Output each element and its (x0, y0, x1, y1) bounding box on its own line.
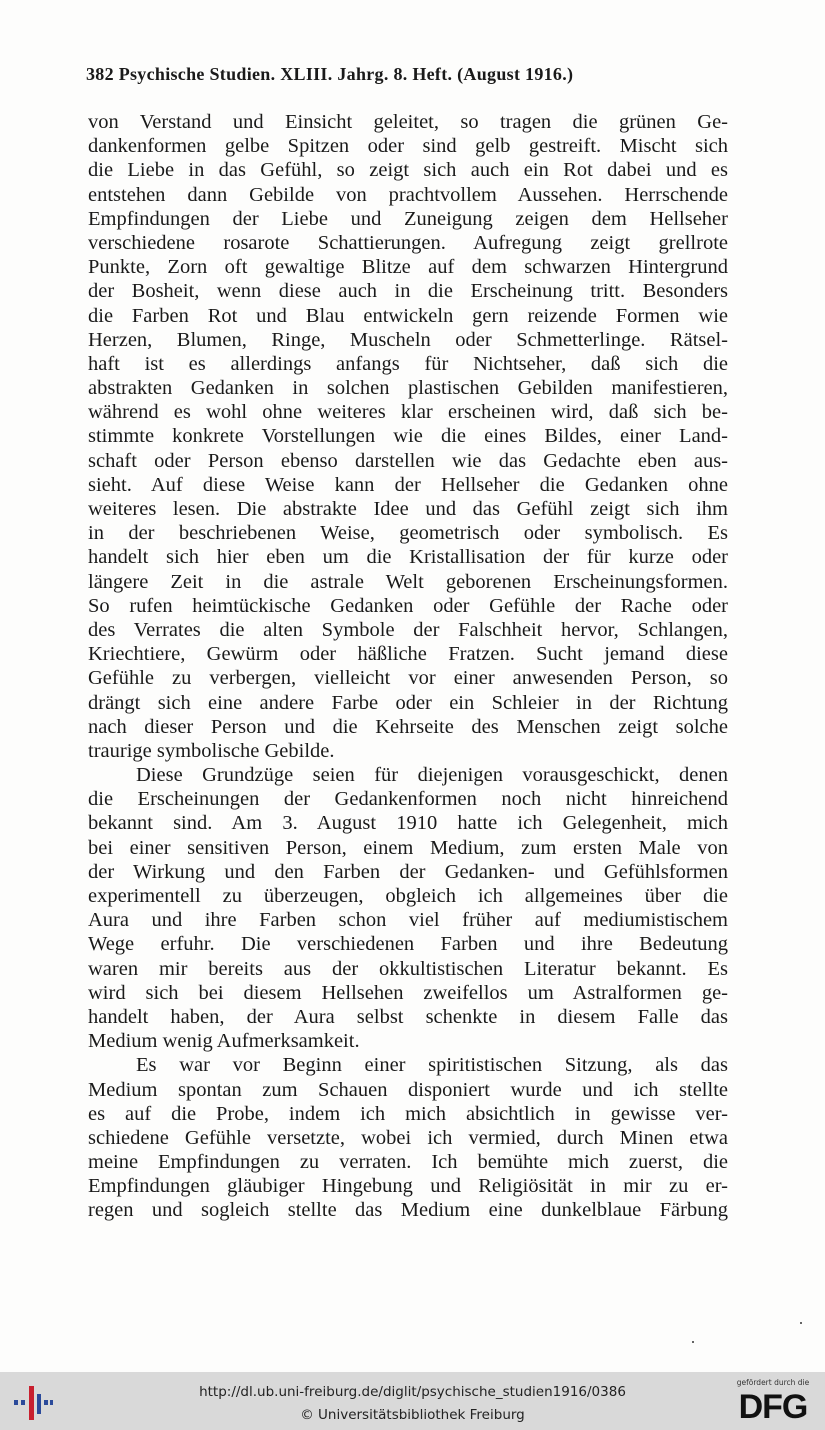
viewer-footer (0, 1372, 825, 1430)
paragraph-3 (88, 1053, 728, 1222)
scan-speck (800, 1322, 802, 1324)
dfg-caption: gefördert durch die (736, 1378, 810, 1387)
text-line: haft ist es allerdings anfangs für Nichtseher, daß sich die (88, 352, 728, 375)
text-line: stimmte konkrete Vorstellungen wie die eines Bildes, einer Land- (88, 425, 728, 448)
text-line: Es war vor Beginn einer spiritistischen Sitzung, als das (136, 1054, 728, 1077)
text-line: Medium spontan zum Schauen disponiert wurde und ich stellte (88, 1078, 728, 1101)
text-line: dankenformen gelbe Spitzen oder sind gelb gestreift. Mischt sich (88, 135, 728, 158)
text-line: schiedene Gefühle versetzte, wobei ich vermied, durch Minen etwa (88, 1126, 728, 1149)
text-line: schaft oder Person ebenso darstellen wie das Gedachte eben aus- (88, 449, 728, 472)
dfg-logo[interactable] (728, 1390, 818, 1422)
text-line: während es wohl ohne weiteres klar erscheinen wird, daß sich be- (88, 401, 728, 424)
text-line: Punkte, Zorn oft gewaltige Blitze auf dem schwarzen Hintergrund (88, 256, 728, 279)
text-line: traurige symbolische Gebilde. (88, 739, 335, 762)
text-line: die Farben Rot und Blau entwickeln gern reizende Formen wie (88, 304, 728, 327)
text-line: meine Empfindungen zu verraten. Ich bemühte mich zuerst, die (88, 1151, 728, 1174)
text-line: regen und sogleich stellte das Medium eine dunkelblaue Färbung (88, 1199, 728, 1222)
text-line: experimentell zu überzeugen, obgleich ich allgemeines über die (88, 885, 728, 907)
text-line: Gefühle zu verbergen, vielleicht vor einer anwesenden Person, so (88, 667, 728, 690)
text-line: es auf die Probe, indem ich mich absichtlich in gewisse ver- (88, 1102, 728, 1125)
text-line: waren mir bereits aus der okkultistischen Literatur bekannt. Es (88, 957, 728, 980)
scan-speck (692, 1341, 694, 1343)
text-line: bei einer sensitiven Person, einem Medium, zum ersten Male von (88, 836, 728, 859)
text-line: handelt haben, der Aura selbst schenkte in diesem Falle das (88, 1005, 728, 1028)
dfg-logo-text: DFG (738, 1390, 808, 1422)
text-line: verschiedene rosarote Schattierungen. Aufregung zeigt grellrote (88, 231, 728, 254)
text-line: nach dieser Person und die Kehrseite des Menschen zeigt solche (88, 715, 728, 738)
text-line: Kriechtiere, Gewürm oder häßliche Fratzen. Sucht jemand diese (88, 643, 728, 666)
text-line: drängt sich eine andere Farbe oder ein Schleier in der Richtung (88, 691, 728, 714)
text-line: Medium wenig Aufmerksamkeit. (88, 1030, 360, 1053)
text-line: Diese Grundzüge seien für diejenigen vorausgeschickt, denen (136, 764, 728, 787)
text-line: wird sich bei diesem Hellsehen zweifellos um Astralformen ge- (88, 981, 728, 1004)
text-line: des Verrates die alten Symbole der Falschheit hervor, Schlangen, (88, 618, 728, 641)
text-line: Aura und ihre Farben schon viel früher auf mediumistischem (88, 909, 728, 932)
text-line: sieht. Auf diese Weise kann der Hellseher die Gedanken ohne (88, 473, 728, 496)
text-line: Empfindungen gläubiger Hingebung und Religiösität in mir zu er- (88, 1175, 728, 1198)
text-line: bekannt sind. Am 3. August 1910 hatte ich Gelegenheit, mich (88, 812, 728, 835)
copyright-notice: © Universitätsbibliothek Freiburg (300, 1407, 525, 1423)
paragraph-1 (88, 110, 728, 763)
text-line: die Liebe in das Gefühl, so zeigt sich auch ein Rot dabei und es (88, 159, 728, 182)
source-url-link[interactable]: http://dl.ub.uni-freiburg.de/diglit/psychische_studien1916/0386 (199, 1384, 626, 1400)
text-line: in der beschriebenen Weise, geometrisch oder symbolisch. Es (88, 522, 728, 545)
text-line: entstehen dann Gebilde von prachtvollem Aussehen. Herrschende (88, 183, 728, 206)
text-line: der Wirkung und den Farben der Gedanken- und Gefühlsformen (88, 860, 728, 883)
text-line: So rufen heimtückische Gedanken oder Gefühle der Rache oder (88, 594, 728, 617)
text-line: längere Zeit in die astrale Welt geborenen Erscheinungsformen. (88, 570, 728, 593)
text-line: Herzen, Blumen, Ringe, Muscheln oder Schmetterlinge. Rätsel- (88, 328, 728, 351)
body-text (88, 110, 728, 1223)
running-head: 382 Psychische Studien. XLIII. Jahrg. 8. Heft. (August 1916.) (86, 64, 574, 84)
text-line: abstrakten Gedanken in solchen plastischen Gebilden manifestieren, (88, 377, 728, 400)
text-line: die Erscheinungen der Gedankenformen noch nicht hinreichend (88, 788, 728, 811)
text-line: Empfindungen der Liebe und Zuneigung zeigen dem Hellseher (88, 207, 728, 230)
text-line: handelt sich hier eben um die Kristallisation der für kurze oder (88, 546, 728, 569)
text-line: Wege erfuhr. Die verschiedenen Farben und ihre Bedeutung (88, 933, 728, 956)
paragraph-2 (88, 763, 728, 1053)
text-line: weiteres lesen. Die abstrakte Idee und das Gefühl zeigt sich ihm (88, 498, 728, 520)
text-line: der Bosheit, wenn diese auch in die Erscheinung tritt. Besonders (88, 280, 728, 303)
text-line: von Verstand und Einsicht geleitet, so tragen die grünen Ge- (88, 111, 728, 133)
